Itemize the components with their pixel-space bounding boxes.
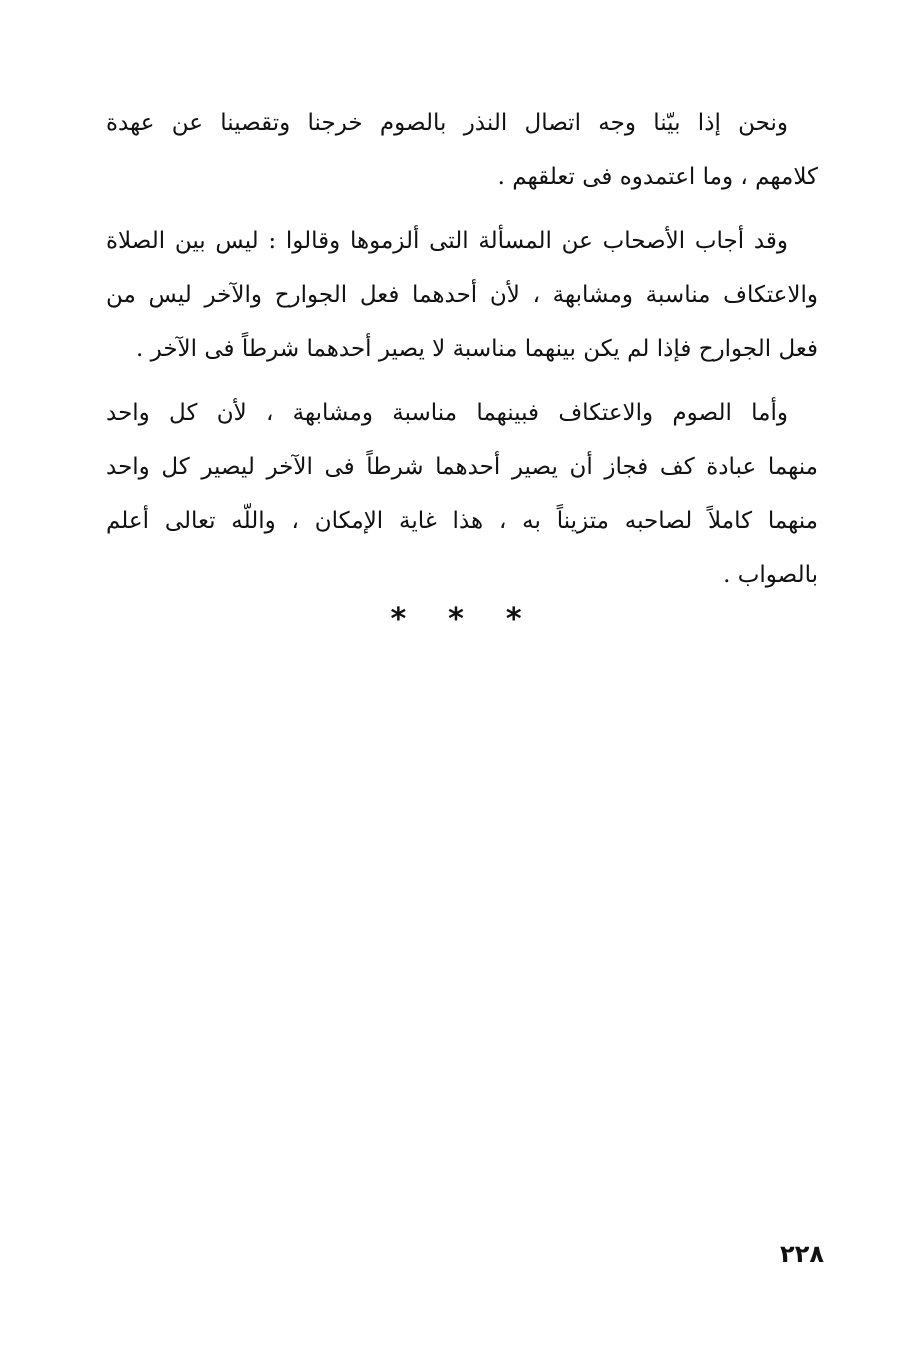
text-line: ونحن إذا بيّنا وجه اتصال النذر بالصوم خرجنا وتقصينا عن عهدة — [106, 110, 788, 136]
text-line: منهما عبادة كف فجاز أن يصير أحدهما شرطاً فى الآخر ليصير كل واحد — [106, 454, 818, 480]
page-number: ٢٢٨ — [780, 1240, 824, 1268]
text-line: وقد أجاب الأصحاب عن المسألة التى ألزموها وقالوا : ليس بين الصلاة — [106, 228, 788, 254]
text-line: وأما الصوم والاعتكاف فبينهما مناسبة ومشابهة ، لأن كل واحد — [106, 400, 788, 426]
text-line: منهما كاملاً لصاحبه متزيناً به ، هذا غاية الإمكان ، واللّه تعالى أعلم — [106, 508, 818, 534]
text-line: بالصواب . — [723, 562, 818, 588]
text-line: كلامهم ، وما اعتمدوه فى تعلقهم . — [497, 164, 818, 190]
paragraph-1 — [106, 96, 818, 204]
asterisk-icon: * — [448, 602, 464, 637]
text-line: فعل الجوارح فإذا لم يكن بينهما مناسبة لا يصير أحدهما شرطاً فى الآخر . — [136, 336, 818, 362]
asterisk-icon: * — [390, 602, 407, 637]
asterisk-icon: * — [505, 602, 522, 637]
paragraph-2 — [106, 214, 818, 376]
body-text — [106, 96, 818, 612]
text-line: والاعتكاف مناسبة ومشابهة ، لأن أحدهما فعل الجوارح والآخر ليس من — [106, 282, 818, 308]
paragraph-3 — [106, 386, 818, 602]
section-separator — [0, 598, 912, 642]
